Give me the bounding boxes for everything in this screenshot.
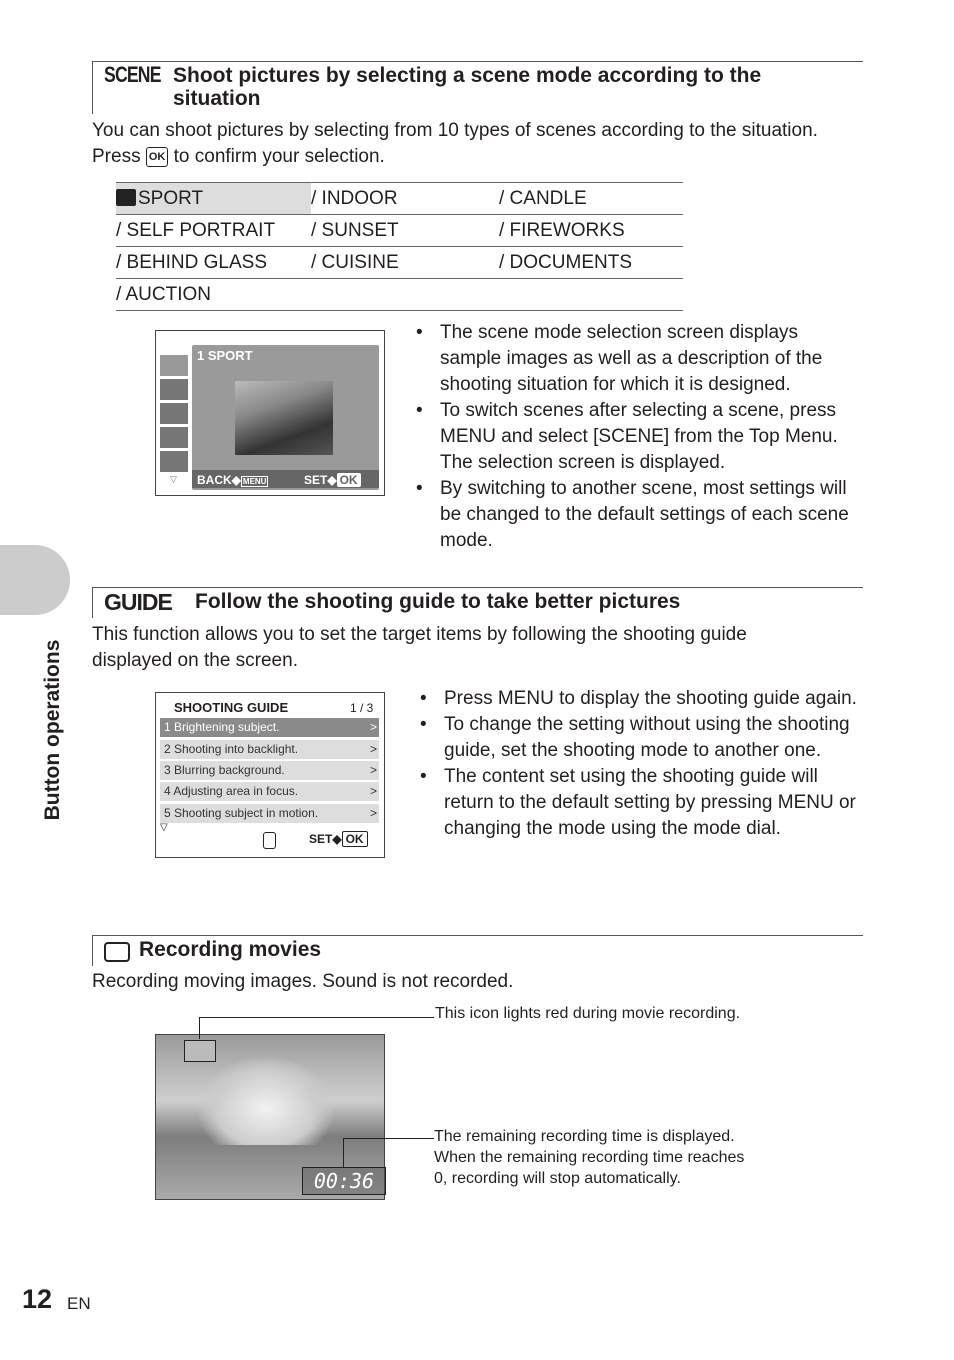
remaining-time: 00:36 — [302, 1167, 386, 1195]
scene-section-title: Shoot pictures by selecting a scene mode according to the situation — [173, 64, 762, 110]
scroll-down-icon: ▽ — [160, 822, 168, 833]
callout-leader — [343, 1138, 344, 1168]
scene-icon-column — [160, 355, 190, 485]
sport-icon — [160, 355, 188, 376]
list-item: • Press MENU to display the shooting guide again. — [420, 686, 865, 712]
scene-preview-panel: 1 SPORT BACK◆ MENU SET◆ OK — [192, 345, 379, 490]
sunset-icon — [160, 451, 188, 472]
scene-selection-screen — [155, 330, 385, 496]
movie-intro: Recording moving images. Sound is not recorded. — [92, 971, 514, 992]
chevron-right-icon: > — [369, 784, 377, 798]
table-row: / SELF PORTRAIT / SUNSET / FIREWORKS — [116, 215, 683, 247]
scene-badge: SCENE — [104, 62, 161, 87]
side-tab-label: Button operations — [41, 639, 64, 821]
callout-leader — [199, 1017, 200, 1039]
guide-screen-title: SHOOTING GUIDE — [174, 700, 289, 715]
language-code: EN — [67, 1294, 91, 1313]
guide-item[interactable]: 5 Shooting subject in motion. > — [160, 804, 379, 823]
scroll-down-icon: ▽ — [170, 474, 177, 484]
candle-icon — [160, 403, 188, 424]
remaining-time-callout: The remaining recording time is displayed. When the remaining recording time reaches 0, recording will stop automatically. — [434, 1128, 745, 1187]
scene-preview-header: 1 SPORT — [197, 348, 253, 363]
indoor-icon — [160, 379, 188, 400]
guide-bullets — [420, 686, 865, 842]
guide-badge: GUIDE — [104, 589, 172, 615]
guide-section-title: Follow the shooting guide to take better pictures — [195, 590, 681, 613]
list-item: • The content set using the shooting guide will return to the default setting by pressing MENU or changing the mode using the mode dial. — [420, 764, 865, 842]
back-label: BACK — [197, 473, 232, 487]
menu-button-icon: MENU — [242, 477, 267, 486]
set-label: SET — [304, 473, 328, 487]
ok-button-icon: OK — [337, 473, 361, 487]
movie-mode-icon — [184, 1040, 216, 1062]
guide-page-indicator: 1 / 3 — [350, 701, 374, 715]
ok-button-icon: OK — [342, 831, 368, 847]
chevron-right-icon: > — [369, 720, 377, 734]
side-tab — [0, 545, 70, 615]
callout-leader — [343, 1138, 434, 1139]
list-item: • To switch scenes after selecting a scene, press MENU and select [SCENE] from the Top Menu. The selection screen is displayed. — [416, 398, 861, 476]
movie-section-title: Recording movies — [139, 938, 322, 961]
updown-arrows-icon — [263, 832, 276, 849]
guide-item[interactable]: 4 Adjusting area in focus. > — [160, 782, 379, 801]
list-item: • By switching to another scene, most settings will be changed to the default settings of each scene mode. — [416, 476, 861, 554]
chevron-right-icon: > — [369, 742, 377, 756]
guide-item[interactable]: 1 Brightening subject. > — [160, 718, 379, 737]
list-item: • To change the setting without using the shooting guide, set the shooting mode to another one. — [420, 712, 865, 764]
page-number: 12 — [22, 1284, 53, 1314]
guide-intro: This function allows you to set the target items by following the shooting guide displayed on the screen. — [92, 624, 747, 671]
list-item: • The scene mode selection screen displays sample images as well as a description of the shooting situation for which it is designed. — [416, 320, 861, 398]
table-row: / AUCTION — [116, 279, 683, 311]
guide-item[interactable]: 3 Blurring background. > — [160, 761, 379, 780]
scene-intro: You can shoot pictures by selecting from 10 types of scenes according to the situation. Press OK to confirm your selection. — [92, 120, 818, 167]
movie-icon-callout: This icon lights red during movie recording. — [435, 1005, 741, 1022]
scene-list-table — [116, 182, 683, 311]
table-row: SPORT / INDOOR / CANDLE — [116, 183, 683, 215]
table-row: / BEHIND GLASS / CUISINE / DOCUMENTS — [116, 247, 683, 279]
scene-bullets — [416, 320, 861, 554]
callout-leader — [199, 1017, 434, 1018]
seagull-image — [196, 1055, 336, 1145]
movie-camera-icon — [104, 942, 130, 962]
self-portrait-icon — [160, 427, 188, 448]
ok-button-icon: OK — [146, 147, 169, 167]
chevron-right-icon: > — [369, 806, 377, 820]
sport-icon — [116, 189, 136, 206]
scene-sample-image — [235, 381, 333, 455]
chevron-right-icon: > — [369, 763, 377, 777]
guide-item[interactable]: 2 Shooting into backlight. > — [160, 740, 379, 759]
set-label: SET — [309, 832, 333, 846]
